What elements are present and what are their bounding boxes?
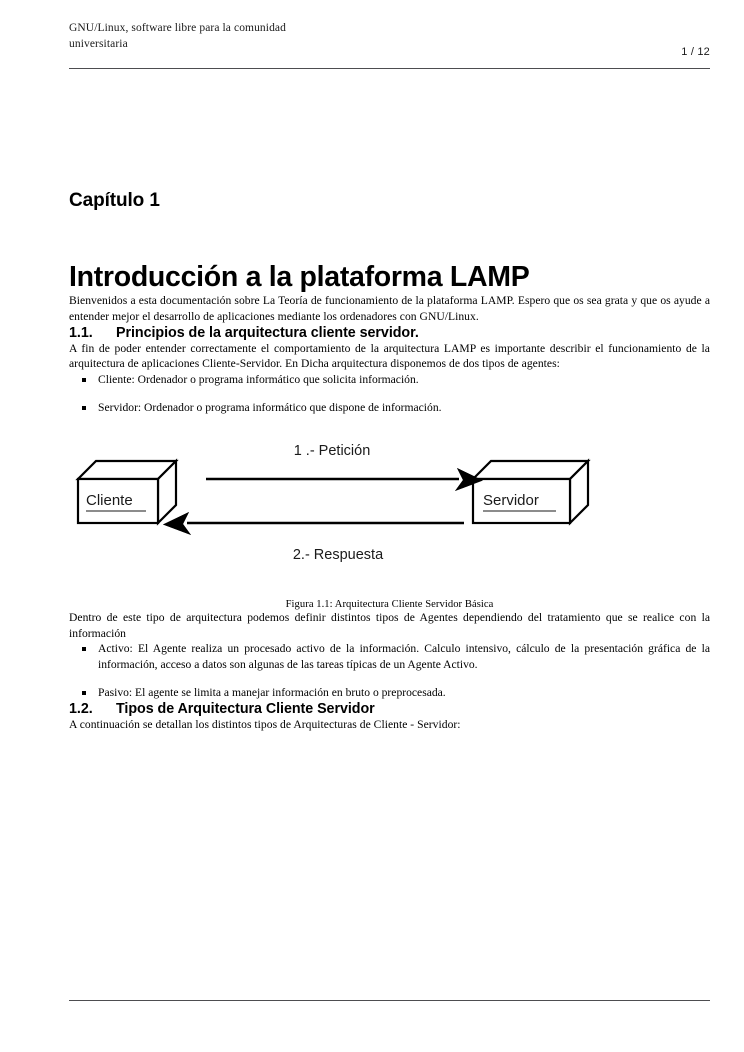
agent-kinds-list: [69, 372, 710, 416]
list-item: [69, 685, 710, 701]
list-item-text: Activo: El Agente realiza un procesado activo de la información. Calculo intensivo, cálculo de la presentación gráfica de la información, acceso a datos son algunas de las tareas típicas de un Agente Activo.: [98, 642, 710, 672]
list-item-text: Pasivo: El agente se limita a manejar información en bruto o preprocesada.: [98, 685, 446, 699]
agents-paragraph: Dentro de este tipo de arquitectura podemos definir distintos tipos de Agentes dependiendo del tratamiento que se realice con la información: [69, 610, 710, 640]
section-number-1-2: 1.2.: [69, 700, 93, 717]
response-arrow: [163, 512, 464, 535]
client-server-diagram-svg: [69, 438, 710, 593]
header-divider: [69, 68, 710, 69]
intro-paragraph: Bienvenidos a esta documentación sobre La Teoría de funcionamiento de la plataforma LAMP. Espero que os sea grata y que os ayude a entender mejor el desarrollo de aplicaciones mediante los ordenadores con GNU/Linux.: [69, 293, 710, 323]
client-box-label: Cliente: [86, 491, 133, 509]
square-bullet-icon: [82, 647, 86, 651]
list-item-text: Servidor: Ordenador o programa informático que dispone de información.: [98, 400, 442, 414]
figure-1-1-diagram: [69, 438, 710, 593]
response-arrow-label: 2.- Respuesta: [292, 546, 384, 563]
request-arrow: [206, 468, 483, 491]
section-1-1-paragraph: A fin de poder entender correctamente el comportamiento de la arquitectura LAMP es importante describir el funcionamiento de la arquitectura de aplicaciones Cliente-Servidor. En Dicha arquitectura disponemos de dos tipos de agentes:: [69, 341, 710, 371]
section-heading-1-1: [69, 325, 710, 341]
section-title-1-2: Tipos de Arquitectura Cliente Servidor: [116, 700, 375, 717]
chapter-label: Capítulo 1: [69, 190, 160, 211]
response-arrowhead: [163, 512, 191, 535]
section-number-1-1: 1.1.: [69, 324, 93, 341]
square-bullet-icon: [82, 406, 86, 410]
header-document-title: GNU/Linux, software libre para la comunidad universitaria: [69, 22, 286, 50]
list-item: [69, 372, 710, 388]
list-item-text: Cliente: Ordenador o programa informático que solicita información.: [98, 373, 419, 387]
list-item: [69, 400, 710, 416]
page-number-indicator: 1 / 12: [681, 46, 710, 58]
figure-1-1-caption: Figura 1.1: Arquitectura Cliente Servidor Básica: [285, 598, 494, 610]
server-box: [473, 461, 588, 523]
chapter-title: Introducción a la plataforma LAMP: [69, 261, 530, 293]
agent-types-list: [69, 641, 710, 700]
figure-1-1: [69, 438, 710, 610]
square-bullet-icon: [82, 378, 86, 382]
section-title-1-1: Principios de la arquitectura cliente servidor.: [116, 324, 419, 341]
page-header: [69, 20, 710, 58]
request-arrow-label: 1 .- Petición: [293, 442, 371, 459]
client-box: [78, 461, 176, 523]
square-bullet-icon: [82, 691, 86, 695]
list-item: [69, 641, 710, 673]
section-1-2-paragraph: A continuación se detallan los distintos tipos de Arquitecturas de Cliente - Servidor:: [69, 717, 461, 731]
footer-divider: [69, 1000, 710, 1001]
server-box-label: Servidor: [483, 491, 539, 509]
section-heading-1-2: [69, 701, 710, 717]
page-content: [69, 190, 710, 732]
